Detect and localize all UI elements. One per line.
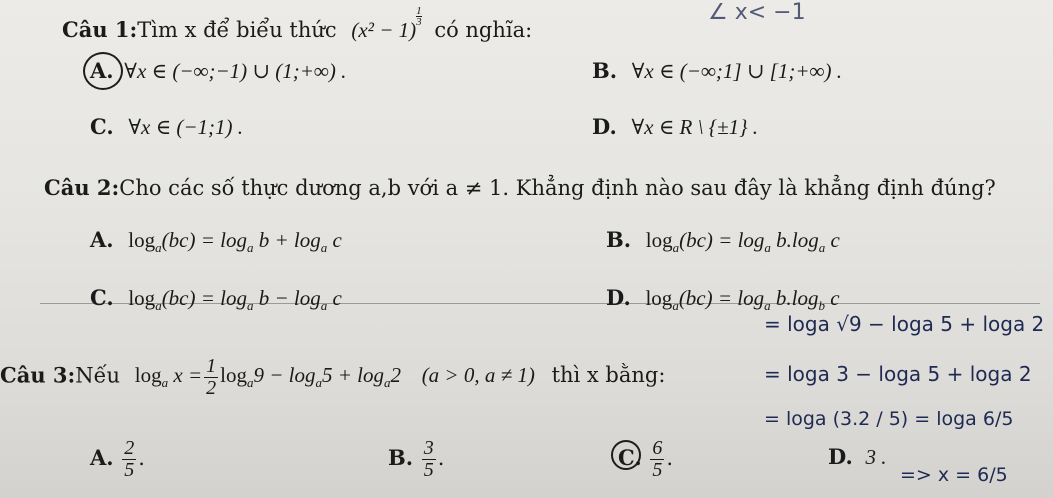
option-fraction — [650, 438, 664, 481]
expression-base: (x² − 1) — [351, 18, 417, 42]
formula-end: c — [825, 228, 840, 252]
q1-option-b[interactable] — [592, 58, 842, 84]
exponent-numerator: 1 — [416, 5, 422, 17]
option-label: D. — [606, 285, 631, 310]
q3-option-c[interactable]: C. $\frac{6}{5}$ . — [618, 437, 674, 481]
q2-option-c[interactable] — [90, 285, 342, 319]
question-1-expression — [351, 5, 422, 42]
formula-lhs: (bc) = log — [679, 228, 765, 252]
formula-mid: b + log — [253, 228, 321, 252]
question-3-condition: (a > 0, a ≠ 1) — [421, 363, 535, 388]
formula-end: c — [824, 286, 840, 310]
question-1-label: Câu 1: — [62, 17, 138, 42]
option-label: A. — [90, 227, 114, 252]
q1-option-c[interactable] — [90, 114, 243, 140]
q2-option-b[interactable] — [606, 227, 840, 261]
equation-lhs: x = — [173, 363, 203, 388]
question-3-text: Nếu — [75, 363, 121, 388]
formula-mid: b − log — [253, 286, 321, 310]
q2-option-a[interactable] — [90, 227, 342, 261]
option-label: A. — [90, 445, 114, 470]
option-text: ∀x ∈ (−∞;−1) ∪ (1;+∞) . — [124, 59, 347, 83]
formula-mid: b.log — [770, 286, 819, 310]
option-fraction — [422, 438, 436, 481]
question-2-text: Cho các số thực dương a,b với a ≠ 1. Khẳng định nào sau đây là khẳng định đúng? — [119, 176, 996, 200]
fraction-denominator: 5 — [423, 459, 434, 481]
formula-lhs: (bc) = log — [161, 228, 247, 252]
option-label: B. — [592, 58, 618, 83]
option-label: C. — [90, 114, 114, 139]
equation-term-2: 5 + log — [321, 363, 384, 388]
option-text: ∀x ∈ (−∞;1] ∪ [1;+∞) . — [631, 59, 842, 83]
formula-lhs: (bc) = log — [161, 286, 247, 310]
handwritten-line-4: => x = 6/5 — [900, 464, 1008, 486]
handwritten-line-3: = loga (3.2 / 5) = loga 6/5 — [764, 408, 1014, 430]
option-label: B. — [388, 445, 414, 470]
fraction-numerator: 2 — [124, 437, 135, 459]
q1-option-a[interactable] — [90, 58, 346, 84]
exponent-denominator: 3 — [416, 16, 422, 28]
handwritten-line-1: = loga √9 − loga 5 + loga 2 — [764, 312, 1045, 336]
question-3-stem — [0, 356, 665, 399]
question-3-tail: thì x bằng: — [551, 363, 666, 388]
question-2-label: Câu 2: — [44, 175, 120, 200]
formula-end: c — [327, 286, 342, 310]
question-1-text: Tìm x để biểu thức — [137, 18, 337, 42]
fraction-denominator: 5 — [652, 459, 663, 481]
q3-option-b[interactable]: B. $\frac{3}{5}$ . — [388, 437, 445, 481]
q1-option-d[interactable] — [592, 114, 758, 140]
handwritten-note-top: ∠ x< −1 — [708, 0, 806, 25]
q3-option-d[interactable] — [828, 444, 886, 470]
handwritten-line-2: = loga 3 − loga 5 + loga 2 — [764, 362, 1032, 386]
option-label: A. — [90, 58, 114, 83]
option-fraction — [122, 438, 136, 481]
question-1-stem — [62, 6, 532, 43]
formula-mid: b.log — [770, 228, 819, 252]
question-3-label: Câu 3: — [0, 362, 76, 388]
formula-lhs: (bc) = log — [678, 286, 765, 310]
formula-end: c — [327, 228, 342, 252]
option-text: ∀x ∈ (−1;1) . — [128, 115, 244, 139]
q3-option-a[interactable]: A. $\frac{2}{5}$ . — [90, 437, 145, 481]
option-formula: $\log_a(bc) = \log_a b.\log_b$ c — [645, 286, 840, 313]
fraction-denominator: 2 — [206, 377, 217, 399]
option-text: 3 . — [865, 445, 887, 469]
expression-exponent — [416, 6, 422, 27]
fraction-numerator: 1 — [206, 355, 217, 377]
option-text: ∀x ∈ R \ {±1} . — [631, 115, 758, 139]
equation-term-3: 2 — [390, 363, 401, 388]
fraction-denominator: 5 — [124, 459, 135, 481]
question-1-tail: có nghĩa: — [434, 18, 533, 42]
option-label: C. — [618, 445, 642, 470]
option-label: B. — [606, 227, 632, 252]
option-formula: $\log_a(bc) = \log_a b - \log_a c$ — [128, 286, 342, 313]
equation-term-1: 9 − log — [253, 363, 316, 388]
option-formula: $\log_a(bc) = \log_a b + \log_a c$ — [128, 228, 342, 255]
question-2-stem — [44, 175, 996, 201]
option-formula: $\log_a(bc) = \log_a b.\log_a$ c — [645, 228, 840, 255]
fraction-numerator: 6 — [652, 437, 663, 459]
question-3-equation: $\log_a x$ = $\frac{1}{2}$ $\log_a9 - \log_a5 + \log_a2$ — [134, 355, 401, 399]
fraction-numerator: 3 — [423, 437, 434, 459]
option-label: D. — [828, 444, 853, 469]
one-half-fraction — [204, 356, 218, 399]
option-label: D. — [592, 114, 617, 139]
option-label: C. — [90, 285, 114, 310]
